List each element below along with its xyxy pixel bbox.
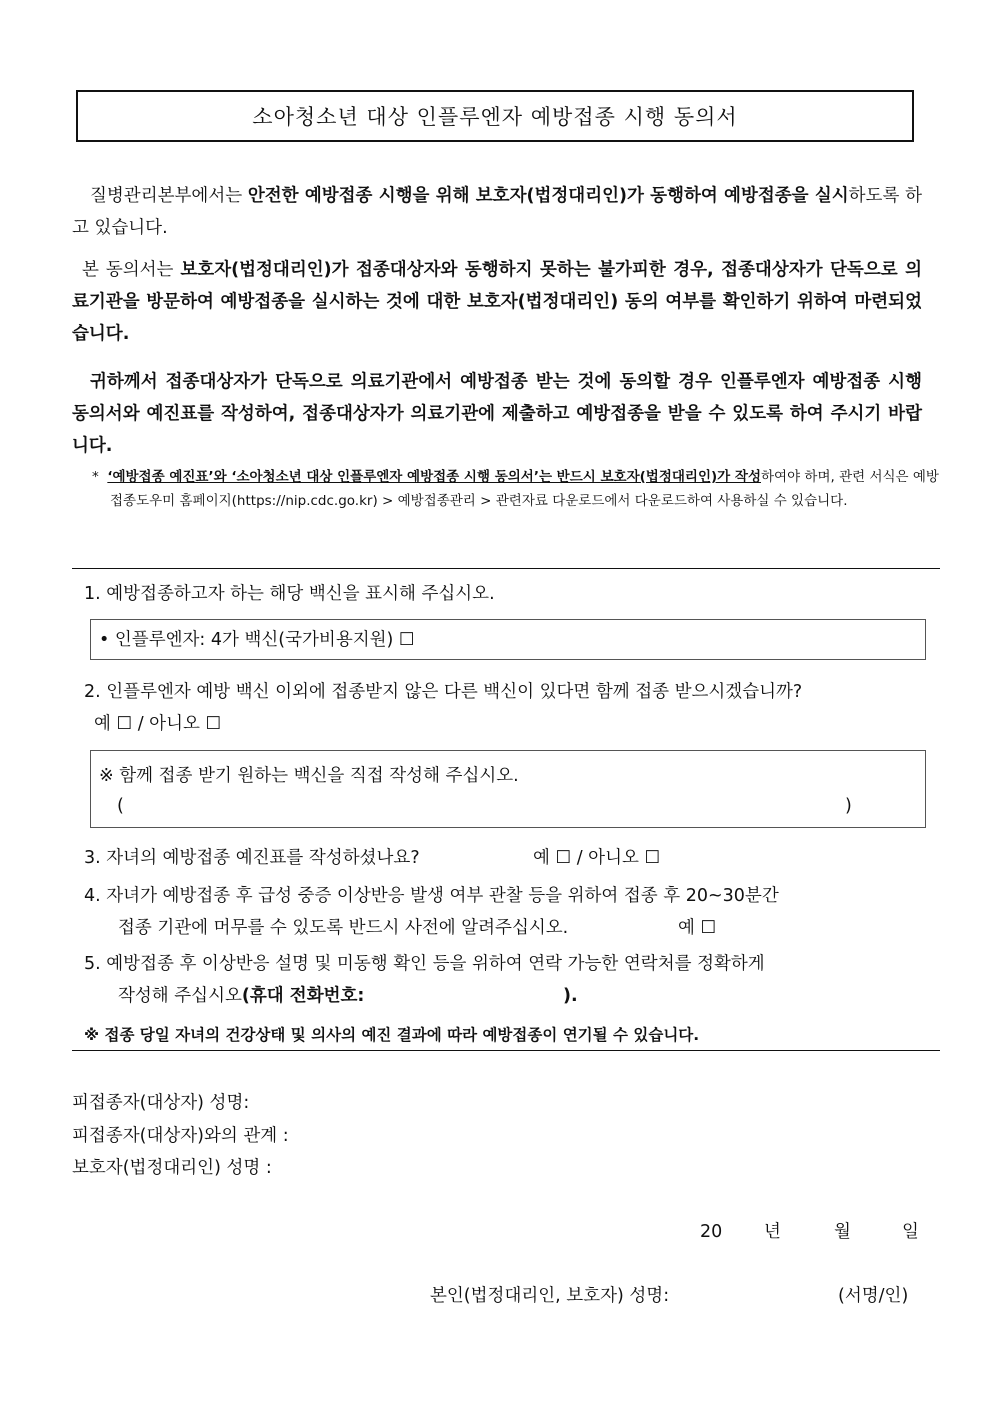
page-title: 소아청소년 대상 인플루엔자 예방접종 시행 동의서: [252, 105, 738, 129]
question-3: 3. 자녀의 예방접종 예진표를 작성하셨나요?: [84, 848, 420, 868]
q5-phone-close: ).: [563, 986, 578, 1006]
intro-paragraph-3: 귀하께서 접종대상자가 단독으로 의료기관에서 예방접종 받는 것에 동의할 경우 인플루엔자 예방접종 시행 동의서와 예진표를 작성하여, 접종대상자가 의료기관에 제출하고 예방접종을 받을 수 있도록 하여 주시기 바랍니다.: [72, 372, 922, 456]
top-divider: [72, 568, 940, 569]
subject-name-label: 피접종자(대상자) 성명:: [72, 1093, 250, 1113]
postpone-warning: ※ 접종 당일 자녀의 건강상태 및 의사의 예진 결과에 따라 예방접종이 연기될 수 있습니다.: [84, 1026, 700, 1044]
bottom-divider: [72, 1050, 940, 1051]
intro-paragraph-1: [72, 180, 922, 244]
note-mark: *: [92, 469, 99, 485]
intro-paragraph-2: [72, 254, 922, 350]
q3-answer[interactable]: 예 ☐ / 아니오 ☐: [533, 848, 661, 868]
question-2: 2. 인플루엔자 예방 백신 이외에 접종받지 않은 다른 백신이 있다면 함께 접종 받으시겠습니까?: [84, 682, 803, 702]
intro-p1-tail: 하도록 하고 있습니다.: [72, 186, 922, 238]
q2-box-open-paren: (: [117, 796, 124, 816]
date-day-unit: 일: [902, 1222, 919, 1242]
q1-option-box: [90, 619, 926, 660]
sign-mark: (서명/인): [838, 1286, 909, 1306]
intro-p1-bold: 안전한 예방접종 시행을 위해 보호자(법정대리인)가 동행하여 예방접종을 실시: [247, 186, 849, 206]
signer-label: 본인(법정대리인, 보호자) 성명:: [430, 1286, 670, 1306]
q2-box-instruction: ※ 함께 접종 받기 원하는 백신을 직접 작성해 주십시오.: [99, 766, 519, 786]
q2-box-close-paren: ): [845, 796, 852, 816]
question-1: 1. 예방접종하고자 하는 해당 백신을 표시해 주십시오.: [84, 584, 495, 604]
note-rest: 하여야 하며, 관련 서식은 예방접종도우미 홈페이지(https://nip.cdc.go.kr) > 예방접종관리 > 관련자료 다운로드에서 다운로드하여 사용하실 수 있습니다.: [110, 469, 939, 509]
q1-option[interactable]: • 인플루엔자: 4가 백신(국가비용지원) ☐: [99, 630, 415, 650]
intro-p2-text: 본 동의서는: [82, 260, 181, 280]
guardian-name-label: 보호자(법정대리인) 성명 :: [72, 1158, 272, 1178]
q4-answer[interactable]: 예 ☐: [678, 918, 717, 938]
intro-p1-text: 질병관리본부에서는: [90, 186, 248, 206]
date-year: 20: [700, 1222, 723, 1242]
q5-phone-label: (휴대 전화번호:: [241, 986, 365, 1006]
question-4-line2: 접종 기관에 머무를 수 있도록 반드시 사전에 알려주십시오.: [118, 918, 569, 938]
note-underlined: ‘예방접종 예진표’와 ‘소아청소년 대상 인플루엔자 예방접종 시행 동의서’는 반드시 보호자(법정대리인)가 작성: [107, 469, 761, 485]
intro-p2-bold: 보호자(법정대리인)가 접종대상자와 동행하지 못하는 불가피한 경우, 접종대상자가 단독으로 의료기관을 방문하여 예방접종을 실시하는 것에 대한 보호자(법정대리인) 동의 여부를 확인하기 위하여 마련되었습니다.: [72, 260, 922, 344]
note-paragraph: [92, 465, 940, 513]
q5-line2-text: 작성해 주십시오: [118, 986, 242, 1006]
title-box: [76, 90, 914, 142]
question-5-line2: [118, 980, 364, 1012]
q2-other-vaccine-box: [90, 750, 926, 828]
question-5-line1: 5. 예방접종 후 이상반응 설명 및 미동행 확인 등을 위하여 연락 가능한 연락처를 정확하게: [84, 954, 765, 974]
relation-label: 피접종자(대상자)와의 관계 :: [72, 1126, 289, 1146]
date-year-unit: 년: [764, 1222, 781, 1242]
question-4-line1: 4. 자녀가 예방접종 후 급성 중증 이상반응 발생 여부 관찰 등을 위하여 접종 후 20~30분간: [84, 886, 779, 906]
q2-answer[interactable]: 예 ☐ / 아니오 ☐: [94, 714, 222, 734]
date-month-unit: 월: [834, 1222, 851, 1242]
